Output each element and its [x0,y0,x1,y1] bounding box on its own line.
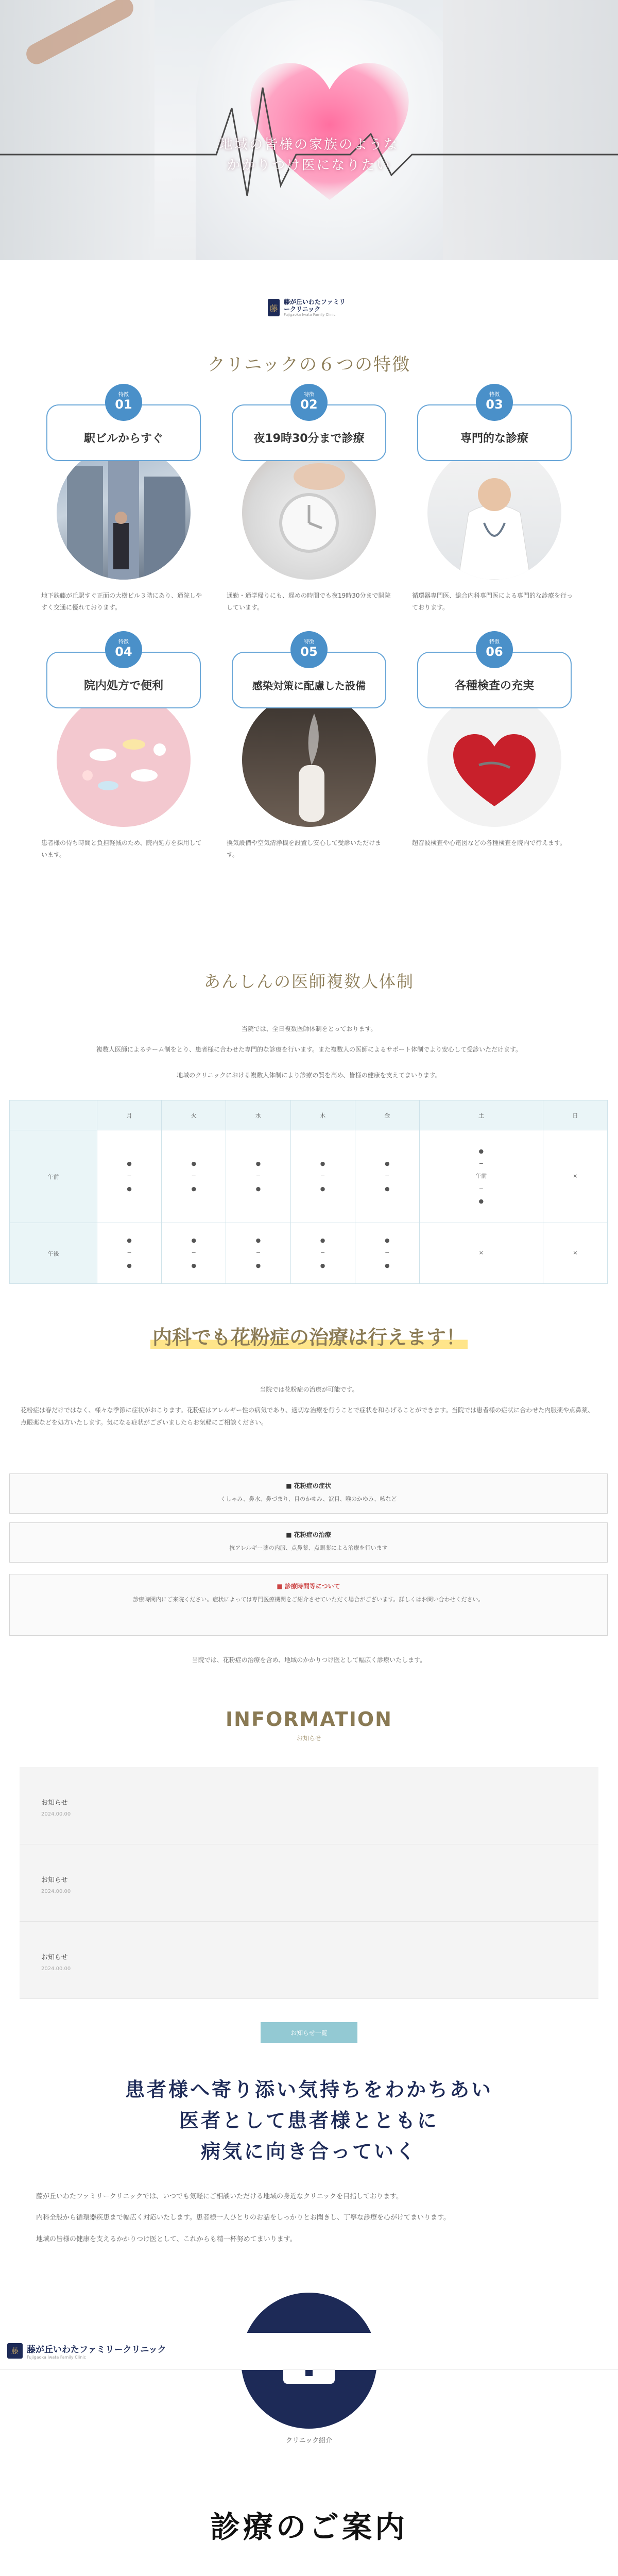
feature-number: 特徴 04 [105,631,142,668]
pm-label: 午後 [10,1223,97,1284]
news-title[interactable]: お知らせ [41,1799,68,1807]
feature-number: 特徴 02 [290,384,328,421]
feature-desc: 循環器専門医、総合内科専門医による専門的な診療を行っております。 [412,592,573,611]
am-cell: ● − 午前 − ● [419,1130,543,1223]
am-cell: ● − ● [162,1130,226,1223]
day-sun: 日 [543,1100,607,1130]
hero-catch-line2: かかりつけ医になりたい [227,158,391,173]
pm-cell: ● − ● [162,1223,226,1284]
feature-image-diffuser [242,693,376,827]
box-title: ■ 花粉症の治療 [286,1531,331,1538]
schedule-header-row [10,1100,608,1130]
feature-desc: 通勤・通学帰りにも、遅めの時間でも夜19時30分まで開院しています。 [227,592,391,611]
pm-cell: × [543,1223,607,1284]
day-wed: 水 [226,1100,290,1130]
clinic-intro-label[interactable]: クリニック紹介 [285,2437,333,2445]
am-label: 午前 [10,1130,97,1223]
feature-title: 各種検査の充実 [417,652,572,708]
feature-number: 特徴 03 [476,384,513,421]
message-line3: 病気に向き合っていく [200,2140,417,2163]
feature-desc: 患者様の待ち時間と負担軽減のため、院内処方を採用しています。 [41,839,202,858]
feature-04 [41,631,206,863]
doctors-p1: 当院では、全日複数医師体制をとっております。 [241,1025,377,1032]
feature-image-heart [427,693,561,827]
feature-image-doctor [427,446,561,580]
header-logo-name: 藤が丘いわたファミリークリニック [27,2345,166,2355]
sticky-header [0,2333,618,2370]
feature-image-building [57,446,191,580]
pollen-title: 内科でも花粉症の治療は行えます！ [0,1321,618,1350]
header-logo-sub: Fujigaoka Iwata Family Clinic [27,2355,86,2360]
pm-cell: ● − ● [290,1223,355,1284]
am-cell: × [543,1130,607,1223]
doctors-p2: 複数人医師によるチーム制をとり、患者様に合わせた専門的な診療を行います。また複数人の医師によるサポート体制でより安心して受診いただけます。 [96,1046,522,1053]
news-date: 2024.00.00 [41,1889,71,1894]
logo-sub: Fujigaoka Iwata Family Clinic [283,313,336,317]
am-cell: ● − ● [97,1130,162,1223]
feature-05 [227,631,391,863]
doctors-title: あんしんの医師複数人体制 [203,972,414,991]
header-logo[interactable] [7,2342,166,2360]
day-mon: 月 [97,1100,162,1130]
feature-title: 駅ビルからすぐ [46,404,201,461]
message-p2: 内科全般から循環器疾患まで幅広く対応いたします。患者様一人ひとりのお話をしっかりとお聞きし、丁寧な診療を心がけてまいります。 [36,2214,450,2222]
services-title: 診療のご案内 [210,2510,408,2545]
news-list-button[interactable]: お知らせ一覧 [261,2022,357,2043]
logo-mark: 藤 [268,299,280,316]
day-tue: 火 [162,1100,226,1130]
day-thu: 木 [290,1100,355,1130]
feature-06 [412,631,577,863]
box-body: くしゃみ、鼻水、鼻づまり、目のかゆみ、涙目、喉のかゆみ、咳など [220,1496,397,1502]
feature-image-pills [57,693,191,827]
feature-title: 院内処方で便利 [46,652,201,708]
message-p1: 藤が丘いわたファミリークリニックでは、いつでも気軽にご相談いただける地域の身近なクリニックを目指しております。 [36,2193,403,2200]
news-date: 2024.00.00 [41,1966,71,1972]
feature-image-clock [242,446,376,580]
pollen-box-symptoms [9,1473,608,1514]
pollen-body: 花粉症は春だけではなく、様々な季節に症状がおこります。花粉症はアレルギー性の病気であり、適切な治療を行うことで症状を和らげることができます。当院では患者様の症状に合わせた内服薬や点鼻薬、点眼薬などを処方いたします。気になる症状がございましたらお気軽にご相談ください。 [21,1406,594,1426]
day-sat: 土 [419,1100,543,1130]
feature-01 [41,384,206,616]
pm-cell: × [419,1223,543,1284]
schedule-pm-row [10,1223,608,1284]
feature-number: 特徴 01 [105,384,142,421]
box-title: ■ 診療時間等について [277,1583,340,1590]
features-title: クリニックの６つの特徴 [208,354,410,375]
doctors-p3: 地域のクリニックにおける複数人体制により診療の質を高め、皆様の健康を支えてまいります。 [177,1072,441,1079]
info-subtitle: お知らせ [297,1735,321,1742]
pollen-box-treatment [9,1522,608,1563]
pm-cell: ● − ● [97,1223,162,1284]
clinic-logo[interactable] [268,296,350,319]
box-body: 診療時間内にご来院ください。症状によっては専門医療機関をご紹介させていただく場合がございます。詳しくはお問い合わせください。 [133,1596,484,1603]
logo-name: 藤が丘いわたファミリークリニック [283,298,346,313]
pm-cell: ● − ● [226,1223,290,1284]
pm-cell: ● − ● [355,1223,419,1284]
message-p3: 地域の皆様の健康を支えるかかりつけ医として、これからも精一杯努めてまいります。 [36,2235,297,2243]
logo-mark: 藤 [7,2343,23,2359]
feature-desc: 地下鉄藤が丘駅すぐ正面の大樹ビル３階にあり、通院しやすく交通に優れております。 [41,592,202,611]
feature-title: 夜19時30分まで診療 [232,404,386,461]
message-line2: 医者として患者様とともに [179,2109,439,2132]
box-body: 抗アレルギー薬の内服、点鼻薬、点眼薬による治療を行います [229,1545,388,1551]
hero-catch-line1: 地域の皆様の家族のような [219,137,399,152]
pollen-foot: 当院では、花粉症の治療を含め、地域のかかりつけ医として幅広く診療いたします。 [192,1656,426,1664]
feature-desc: 換気設備や空気清浄機を設置し安心して受診いただけます。 [227,839,382,858]
message-line1: 患者様へ寄り添い気持ちをわかちあい [125,2078,493,2101]
feature-02 [227,384,391,616]
pollen-box-notice [9,1574,608,1636]
schedule-am-row [10,1130,608,1223]
message-body [36,2190,582,2253]
feature-title: 専門的な診療 [417,404,572,461]
news-item[interactable] [20,1844,598,1922]
feature-03 [412,384,577,616]
news-date: 2024.00.00 [41,1811,71,1817]
feature-number: 特徴 06 [476,631,513,668]
news-title[interactable]: お知らせ [41,1954,68,1961]
pollen-lead: 当院では花粉症の治療が可能です。 [260,1386,358,1393]
day-fri: 金 [355,1100,419,1130]
feature-title: 感染対策に配慮した設備 [232,652,386,708]
schedule-table [9,1100,608,1284]
feature-number: 特徴 05 [290,631,328,668]
schedule-corner [10,1100,97,1130]
am-cell: ● − ● [355,1130,419,1223]
am-cell: ● − ● [290,1130,355,1223]
am-cell: ● − ● [226,1130,290,1223]
news-item[interactable] [20,1922,598,1999]
feature-desc: 超音波検査や心電図などの各種検査を院内で行えます。 [412,839,566,846]
info-title: INFORMATION [226,1708,392,1731]
box-title: ■ 花粉症の症状 [286,1482,331,1489]
news-title[interactable]: お知らせ [41,1876,68,1884]
news-item[interactable] [20,1767,598,1844]
hero-banner [0,0,618,260]
